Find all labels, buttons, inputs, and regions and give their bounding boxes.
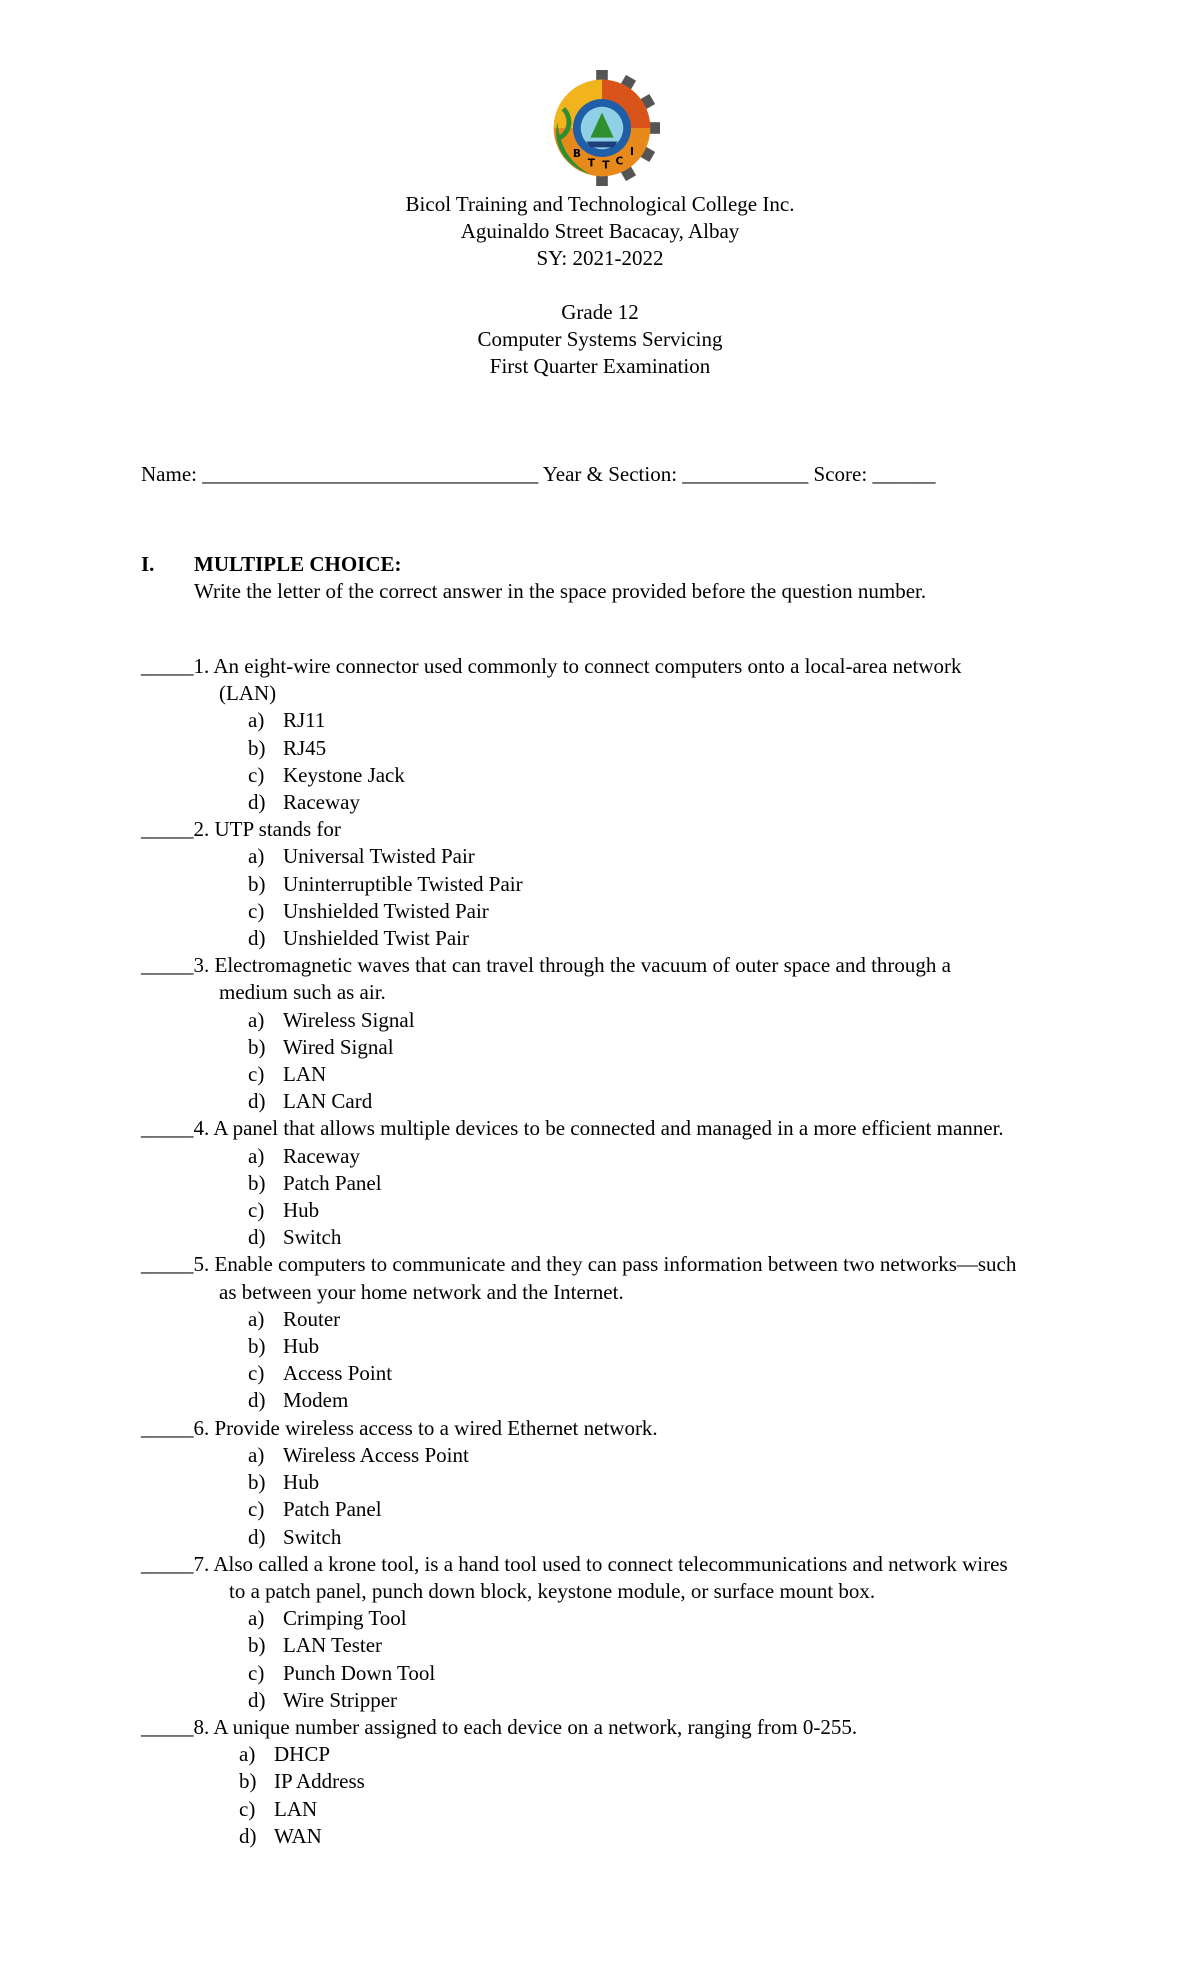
student-info-line: Name: ________________________________ Year & Section: ____________ Score: ______ [141, 462, 936, 486]
question-text: _____7. Also called a krone tool, is a hand tool used to connect telecommunications and network wires [141, 1551, 1008, 1576]
question-text: _____6. Provide wireless access to a wired Ethernet network. [141, 1415, 658, 1440]
school-year: SY: 2021-2022 [536, 246, 664, 270]
logo-letter: B [572, 147, 581, 160]
question-text-cont: (LAN) [219, 681, 277, 706]
question-text: _____4. A panel that allows multiple devices to be connected and managed in a more efficient manner. [141, 1116, 1004, 1141]
option-d: d) Unshielded Twist Pair [248, 926, 469, 951]
question-3 [141, 952, 1141, 1115]
logo-letter: T [587, 156, 595, 170]
question-text: _____5. Enable computers to communicate and they can pass information between two networks—such [141, 1252, 1017, 1277]
logo-letter: C [615, 154, 624, 168]
section-title: MULTIPLE CHOICE: [194, 552, 402, 576]
option-b: b) Hub [248, 1334, 320, 1359]
option-c: c) Patch Panel [248, 1497, 382, 1522]
option-a: a) DHCP [239, 1742, 331, 1767]
option-b: b) RJ45 [248, 735, 327, 760]
option-b: b) Patch Panel [248, 1170, 382, 1195]
option-a: a) Router [248, 1306, 341, 1331]
section-number: I. [141, 552, 155, 576]
option-c: c) Keystone Jack [248, 762, 405, 787]
option-d: d) Modem [248, 1388, 349, 1413]
question-list [141, 653, 1141, 1850]
option-d: d) Wire Stripper [248, 1687, 398, 1712]
option-b: b) LAN Tester [248, 1633, 383, 1658]
question-text: _____8. A unique number assigned to each device on a network, ranging from 0-255. [141, 1714, 858, 1739]
option-c: c) Punch Down Tool [248, 1660, 436, 1685]
question-text: _____1. An eight-wire connector used commonly to connect computers onto a local-area network [141, 654, 962, 678]
question-text-cont: to a patch panel, punch down block, keystone module, or surface mount box. [229, 1578, 876, 1603]
question-text-cont: medium such as air. [219, 980, 386, 1005]
logo-letter: T [602, 158, 610, 172]
section-instructions: Write the letter of the correct answer in the space provided before the question number. [194, 579, 927, 603]
option-b: b) Wired Signal [248, 1034, 394, 1059]
exam-subject: Computer Systems Servicing [477, 327, 723, 351]
option-a: a) Wireless Signal [248, 1007, 415, 1032]
question-8 [141, 1714, 1141, 1850]
option-d: d) LAN Card [248, 1089, 373, 1114]
school-name: Bicol Training and Technological College Inc. [405, 192, 795, 216]
section-heading [141, 552, 402, 577]
option-d: d) Switch [248, 1225, 342, 1250]
option-d: d) Switch [248, 1524, 342, 1549]
question-1 [141, 653, 1141, 816]
option-c: c) Access Point [248, 1361, 393, 1386]
exam-grade: Grade 12 [561, 300, 639, 324]
question-4 [141, 1115, 1141, 1251]
school-header [0, 191, 1200, 272]
school-address: Aguinaldo Street Bacacay, Albay [460, 219, 740, 243]
school-logo-icon [544, 70, 660, 186]
question-7 [141, 1551, 1141, 1714]
option-a: a) RJ11 [248, 708, 326, 733]
exam-title: First Quarter Examination [489, 354, 711, 378]
question-2 [141, 816, 1141, 952]
option-a: a) Wireless Access Point [248, 1442, 469, 1467]
question-text: _____3. Electromagnetic waves that can travel through the vacuum of outer space and through a [141, 953, 951, 978]
option-c: c) LAN [239, 1796, 318, 1821]
exam-header [0, 299, 1200, 380]
logo-letter: I [629, 145, 634, 159]
option-c: c) Hub [248, 1198, 320, 1223]
question-5 [141, 1251, 1141, 1414]
option-b: b) Hub [248, 1470, 320, 1495]
option-d: d) Raceway [248, 790, 360, 815]
option-a: a) Crimping Tool [248, 1606, 407, 1631]
question-text: _____2. UTP stands for [141, 817, 341, 842]
option-b: b) Uninterruptible Twisted Pair [248, 871, 523, 896]
option-a: a) Universal Twisted Pair [248, 844, 475, 869]
question-6 [141, 1415, 1141, 1551]
option-c: c) Unshielded Twisted Pair [248, 898, 489, 923]
option-c: c) LAN [248, 1062, 327, 1087]
option-b: b) IP Address [239, 1769, 365, 1794]
option-d: d) WAN [239, 1823, 322, 1848]
question-text-cont: as between your home network and the Internet. [219, 1279, 624, 1304]
option-a: a) Raceway [248, 1143, 360, 1168]
